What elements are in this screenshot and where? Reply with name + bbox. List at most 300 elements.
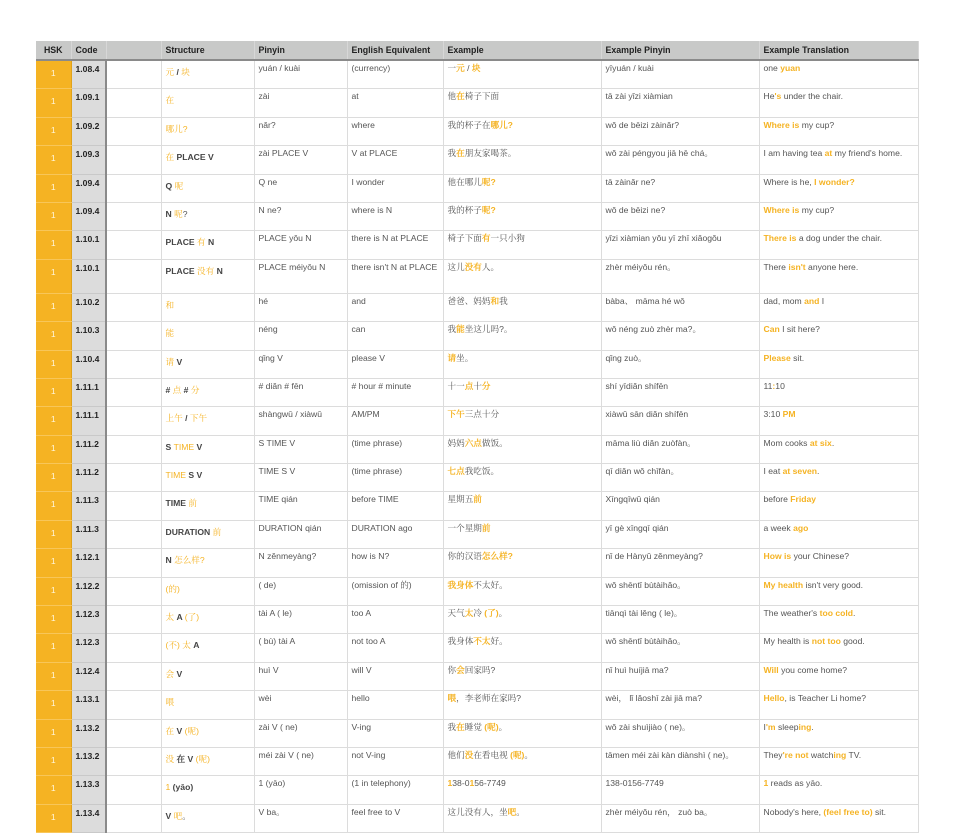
table-row (36, 492, 918, 520)
structure-cell[interactable] (161, 464, 254, 492)
english-cell[interactable]: how is N? (347, 549, 443, 577)
example-cell[interactable] (443, 662, 601, 690)
example-translation-cell[interactable] (759, 259, 918, 293)
blank-cell[interactable] (106, 662, 161, 690)
hsk-level-cell[interactable]: 1 (36, 202, 71, 230)
example-cell[interactable] (443, 174, 601, 202)
blank-cell[interactable] (106, 691, 161, 719)
example-pinyin-cell[interactable]: wǒ de bēizi zàinǎr? (601, 117, 759, 145)
structure-cell[interactable] (161, 174, 254, 202)
grammar-table (36, 41, 919, 833)
english-cell[interactable]: can (347, 322, 443, 350)
example-pinyin-cell[interactable]: xiàwǔ sān diǎn shífēn (601, 407, 759, 435)
blank-cell[interactable] (106, 804, 161, 832)
example-pinyin-cell[interactable]: tiānqì tài lěng ( le)。 (601, 606, 759, 634)
example-cell[interactable] (443, 606, 601, 634)
example-translation-cell[interactable] (759, 662, 918, 690)
code-cell[interactable]: 1.12.3 (71, 606, 106, 634)
code-cell[interactable]: 1.09.3 (71, 146, 106, 174)
example-cell[interactable] (443, 378, 601, 406)
english-cell[interactable]: DURATION ago (347, 520, 443, 548)
pinyin-cell[interactable]: tài A ( le) (254, 606, 347, 634)
hsk-level-cell[interactable]: 1 (36, 60, 71, 89)
structure-cell[interactable] (161, 492, 254, 520)
structure-cell[interactable] (161, 577, 254, 605)
example-cell[interactable] (443, 146, 601, 174)
blank-cell[interactable] (106, 549, 161, 577)
hsk-level-cell[interactable]: 1 (36, 464, 71, 492)
example-translation-cell[interactable] (759, 691, 918, 719)
blank-cell[interactable] (106, 520, 161, 548)
table-row (36, 407, 918, 435)
english-cell[interactable]: too A (347, 606, 443, 634)
pinyin-cell[interactable]: PLACE méiyǒu N (254, 259, 347, 293)
example-cell[interactable] (443, 776, 601, 804)
example-cell[interactable] (443, 719, 601, 747)
text-segment: 爸爸、妈妈 (447, 295, 491, 306)
structure-cell[interactable] (161, 146, 254, 174)
blank-cell[interactable] (106, 117, 161, 145)
example-cell[interactable] (443, 407, 601, 435)
header-example[interactable]: Example (443, 41, 601, 60)
example-pinyin-cell[interactable]: wǒ zài péngyou jiā hē chá。 (601, 146, 759, 174)
structure-cell[interactable] (161, 202, 254, 230)
pinyin-cell[interactable]: # diǎn # fēn (254, 378, 347, 406)
hsk-level-cell[interactable]: 1 (36, 662, 71, 690)
hsk-level-cell[interactable]: 1 (36, 776, 71, 804)
example-pinyin-cell[interactable]: māma liù diǎn zuòfàn。 (601, 435, 759, 463)
example-cell[interactable] (443, 259, 601, 293)
pinyin-cell[interactable]: néng (254, 322, 347, 350)
structure-cell[interactable] (161, 691, 254, 719)
highlighted-text: 没有 (197, 265, 215, 276)
structure-cell[interactable] (161, 634, 254, 662)
example-translation-cell[interactable] (759, 464, 918, 492)
example-cell[interactable] (443, 435, 601, 463)
example-pinyin-cell[interactable]: qī diǎn wǒ chīfàn。 (601, 464, 759, 492)
highlighted-text: 怎么样? (481, 551, 513, 562)
blank-cell[interactable] (106, 776, 161, 804)
table-row (36, 146, 918, 174)
text-segment: V (174, 725, 185, 736)
example-cell[interactable] (443, 322, 601, 350)
blank-cell[interactable] (106, 577, 161, 605)
structure-cell[interactable] (161, 231, 254, 259)
header-hsk[interactable]: HSK (36, 41, 71, 60)
pinyin-cell[interactable]: shàngwǔ / xiàwǔ (254, 407, 347, 435)
hsk-level-cell[interactable]: 1 (36, 804, 71, 832)
blank-cell[interactable] (106, 719, 161, 747)
example-cell[interactable] (443, 577, 601, 605)
english-cell[interactable]: at (347, 89, 443, 117)
example-pinyin-cell[interactable]: tā zài yǐzi xiàmian (601, 89, 759, 117)
code-cell[interactable]: 1.10.2 (71, 293, 106, 321)
example-pinyin-cell[interactable]: bàba、 māma hé wǒ (601, 293, 759, 321)
example-translation-cell[interactable] (759, 146, 918, 174)
structure-cell[interactable] (161, 662, 254, 690)
structure-cell[interactable] (161, 350, 254, 378)
code-cell[interactable]: 1.10.1 (71, 259, 106, 293)
example-translation-cell[interactable] (759, 117, 918, 145)
example-translation-cell[interactable] (759, 804, 918, 832)
example-translation-cell[interactable] (759, 606, 918, 634)
blank-cell[interactable] (106, 747, 161, 775)
pinyin-cell[interactable]: 1 (yāo) (254, 776, 347, 804)
english-cell[interactable]: V-ing (347, 719, 443, 747)
english-cell[interactable]: there is N at PLACE (347, 231, 443, 259)
text-segment: 。 (516, 806, 525, 817)
example-pinyin-cell[interactable]: wǒ néng zuò zhèr ma?。 (601, 322, 759, 350)
highlighted-text: not too (811, 636, 841, 647)
english-cell[interactable]: feel free to V (347, 804, 443, 832)
blank-cell[interactable] (106, 407, 161, 435)
hsk-level-cell[interactable]: 1 (36, 322, 71, 350)
text-segment: 。 (524, 749, 534, 760)
pinyin-cell[interactable]: hé (254, 293, 347, 321)
english-cell[interactable]: (currency) (347, 60, 443, 89)
pinyin-cell[interactable]: DURATION qián (254, 520, 347, 548)
text-segment: 一 (447, 63, 457, 73)
example-translation-cell[interactable] (759, 549, 918, 577)
example-cell[interactable] (443, 231, 601, 259)
hsk-level-cell[interactable]: 1 (36, 146, 71, 174)
code-cell[interactable]: 1.09.4 (71, 174, 106, 202)
english-cell[interactable]: hello (347, 691, 443, 719)
text-segment: sleep (775, 721, 799, 732)
blank-cell[interactable] (106, 322, 161, 350)
example-translation-cell[interactable] (759, 202, 918, 230)
blank-cell[interactable] (106, 634, 161, 662)
english-cell[interactable]: V at PLACE (347, 146, 443, 174)
example-pinyin-cell[interactable]: tā zàinǎr ne? (601, 174, 759, 202)
example-translation-cell[interactable] (759, 89, 918, 117)
example-translation-cell[interactable] (759, 231, 918, 259)
hsk-level-cell[interactable]: 1 (36, 691, 71, 719)
hsk-level-cell[interactable]: 1 (36, 577, 71, 605)
english-cell[interactable]: before TIME (347, 492, 443, 520)
code-cell[interactable]: 1.12.2 (71, 577, 106, 605)
example-cell[interactable] (443, 549, 601, 577)
header-pinyin[interactable]: Pinyin (254, 41, 347, 60)
hsk-level-cell[interactable]: 1 (36, 378, 71, 406)
table-row (36, 634, 918, 662)
pinyin-cell[interactable]: Q ne (254, 174, 347, 202)
example-cell[interactable] (443, 117, 601, 145)
text-segment: 冷 (473, 608, 485, 619)
hsk-level-cell[interactable]: 1 (36, 293, 71, 321)
header-code[interactable]: Code (71, 41, 106, 60)
header-blank[interactable] (106, 41, 161, 60)
code-cell[interactable]: 1.09.1 (71, 89, 106, 117)
english-cell[interactable]: where (347, 117, 443, 145)
pinyin-cell[interactable]: V ba。 (254, 804, 347, 832)
highlighted-text: 会 (165, 668, 175, 679)
code-cell[interactable]: 1.11.1 (71, 378, 106, 406)
example-translation-cell[interactable] (759, 350, 918, 378)
highlighted-text: (呢) (484, 721, 499, 732)
text-segment: (yāo) (170, 782, 194, 793)
example-pinyin-cell[interactable]: wǒ shēntǐ bùtàihǎo。 (601, 634, 759, 662)
table-row (36, 322, 918, 350)
example-pinyin-cell[interactable]: shí yīdiǎn shífēn (601, 378, 759, 406)
highlighted-text: 不太 (473, 636, 491, 647)
english-cell[interactable]: not too A (347, 634, 443, 662)
example-translation-cell[interactable] (759, 293, 918, 321)
highlighted-text: 's (774, 91, 782, 102)
example-pinyin-cell[interactable]: wǒ zài shuìjiào ( ne)。 (601, 719, 759, 747)
example-translation-cell[interactable] (759, 60, 918, 89)
structure-cell[interactable] (161, 259, 254, 293)
blank-cell[interactable] (106, 146, 161, 174)
blank-cell[interactable] (106, 60, 161, 89)
highlighted-text: 1 (447, 778, 453, 789)
code-cell[interactable]: 1.13.4 (71, 804, 106, 832)
hsk-level-cell[interactable]: 1 (36, 634, 71, 662)
hsk-level-cell[interactable]: 1 (36, 549, 71, 577)
pinyin-cell[interactable]: wèi (254, 691, 347, 719)
blank-cell[interactable] (106, 293, 161, 321)
structure-cell[interactable] (161, 322, 254, 350)
example-cell[interactable] (443, 492, 601, 520)
pinyin-cell[interactable]: zài (254, 89, 347, 117)
blank-cell[interactable] (106, 435, 161, 463)
structure-cell[interactable] (161, 378, 254, 406)
hsk-level-cell[interactable]: 1 (36, 520, 71, 548)
hsk-level-cell[interactable]: 1 (36, 89, 71, 117)
example-translation-cell[interactable] (759, 747, 918, 775)
blank-cell[interactable] (106, 492, 161, 520)
text-segment: 我 (447, 324, 457, 335)
english-cell[interactable]: (time phrase) (347, 435, 443, 463)
header-example-pinyin[interactable]: Example Pinyin (601, 41, 759, 60)
english-cell[interactable]: I wonder (347, 174, 443, 202)
example-translation-cell[interactable] (759, 577, 918, 605)
example-cell[interactable] (443, 691, 601, 719)
hsk-level-cell[interactable]: 1 (36, 231, 71, 259)
example-pinyin-cell[interactable]: 138-0156-7749 (601, 776, 759, 804)
pinyin-cell[interactable]: N ne? (254, 202, 347, 230)
pinyin-cell[interactable]: PLACE yǒu N (254, 231, 347, 259)
example-cell[interactable] (443, 520, 601, 548)
english-cell[interactable]: (omission of 的) (347, 577, 443, 605)
hsk-level-cell[interactable]: 1 (36, 719, 71, 747)
text-segment: S (165, 441, 174, 452)
example-cell[interactable] (443, 60, 601, 89)
hsk-level-cell[interactable]: 1 (36, 407, 71, 435)
hsk-level-cell[interactable]: 1 (36, 606, 71, 634)
hsk-level-cell[interactable]: 1 (36, 174, 71, 202)
english-cell[interactable]: # hour # minute (347, 378, 443, 406)
highlighted-text: 我身体 (447, 579, 474, 590)
english-cell[interactable]: there isn't N at PLACE (347, 259, 443, 293)
text-segment: . (811, 721, 814, 732)
structure-cell[interactable] (161, 804, 254, 832)
structure-cell[interactable] (161, 520, 254, 548)
blank-cell[interactable] (106, 89, 161, 117)
pinyin-cell[interactable]: zài V ( ne) (254, 719, 347, 747)
example-pinyin-cell[interactable]: nǐ huì huíjiā ma? (601, 662, 759, 690)
code-cell[interactable]: 1.10.4 (71, 350, 106, 378)
structure-cell[interactable] (161, 747, 254, 775)
highlighted-text: ing (833, 749, 847, 760)
english-cell[interactable]: AM/PM (347, 407, 443, 435)
example-cell[interactable] (443, 804, 601, 832)
code-cell[interactable]: 1.12.3 (71, 634, 106, 662)
example-cell[interactable] (443, 202, 601, 230)
code-cell[interactable]: 1.10.3 (71, 322, 106, 350)
structure-cell[interactable] (161, 719, 254, 747)
example-pinyin-cell[interactable]: tāmen méi zài kàn diànshì ( ne)。 (601, 747, 759, 775)
example-translation-cell[interactable] (759, 776, 918, 804)
blank-cell[interactable] (106, 174, 161, 202)
blank-cell[interactable] (106, 350, 161, 378)
english-cell[interactable]: will V (347, 662, 443, 690)
code-cell[interactable]: 1.12.4 (71, 662, 106, 690)
code-cell[interactable]: 1.13.2 (71, 747, 106, 775)
example-pinyin-cell[interactable]: zhèr méiyǒu rén， zuò ba。 (601, 804, 759, 832)
code-cell[interactable]: 1.12.1 (71, 549, 106, 577)
pinyin-cell[interactable]: N zěnmeyàng? (254, 549, 347, 577)
header-example-translation[interactable]: Example Translation (759, 41, 918, 60)
highlighted-text: 前 (212, 526, 222, 537)
example-pinyin-cell[interactable]: Xīngqīwǔ qián (601, 492, 759, 520)
structure-cell[interactable] (161, 606, 254, 634)
example-translation-cell[interactable] (759, 719, 918, 747)
example-cell[interactable] (443, 634, 601, 662)
highlighted-text: I wonder? (814, 176, 855, 187)
code-cell[interactable]: 1.11.2 (71, 435, 106, 463)
header-english-equivalent[interactable]: English Equivalent (347, 41, 443, 60)
structure-cell[interactable] (161, 293, 254, 321)
english-cell[interactable]: please V (347, 350, 443, 378)
example-translation-cell[interactable] (759, 174, 918, 202)
text-segment: 睡觉 (464, 721, 485, 732)
example-pinyin-cell[interactable]: wèi， lǐ lǎoshī zài jiā ma? (601, 691, 759, 719)
example-cell[interactable] (443, 350, 601, 378)
table-row (36, 202, 918, 230)
pinyin-cell[interactable]: zài PLACE V (254, 146, 347, 174)
example-cell[interactable] (443, 293, 601, 321)
blank-cell[interactable] (106, 231, 161, 259)
pinyin-cell[interactable]: méi zài V ( ne) (254, 747, 347, 775)
code-cell[interactable]: 1.11.3 (71, 492, 106, 520)
pinyin-cell[interactable]: S TIME V (254, 435, 347, 463)
example-translation-cell[interactable] (759, 435, 918, 463)
example-pinyin-cell[interactable]: wǒ de bēizi ne? (601, 202, 759, 230)
pinyin-cell[interactable]: yuán / kuài (254, 60, 347, 89)
example-translation-cell[interactable] (759, 520, 918, 548)
highlighted-text: TIME (165, 470, 187, 481)
text-segment: 。 (498, 721, 508, 732)
code-cell[interactable]: 1.11.2 (71, 464, 106, 492)
text-segment: 38-0 (452, 778, 470, 789)
pinyin-cell[interactable]: ( de) (254, 577, 347, 605)
hsk-level-cell[interactable]: 1 (36, 435, 71, 463)
example-cell[interactable] (443, 464, 601, 492)
highlighted-text: 下午 (189, 413, 208, 424)
hsk-level-cell[interactable]: 1 (36, 350, 71, 378)
structure-cell[interactable] (161, 117, 254, 145)
example-translation-cell[interactable] (759, 378, 918, 406)
text-segment: reads as yāo. (768, 778, 823, 789)
english-cell[interactable]: (1 in telephony) (347, 776, 443, 804)
example-translation-cell[interactable] (759, 634, 918, 662)
hsk-level-cell[interactable]: 1 (36, 492, 71, 520)
text-segment: 天气 (447, 608, 465, 619)
table-row (36, 117, 918, 145)
english-cell[interactable]: where is N (347, 202, 443, 230)
structure-cell[interactable] (161, 407, 254, 435)
highlighted-text: Will (763, 664, 779, 675)
blank-cell[interactable] (106, 378, 161, 406)
pinyin-cell[interactable]: ( bù) tài A (254, 634, 347, 662)
code-cell[interactable]: 1.11.3 (71, 520, 106, 548)
pinyin-cell[interactable]: TIME S V (254, 464, 347, 492)
code-cell[interactable]: 1.13.2 (71, 719, 106, 747)
text-segment: TIME (165, 498, 189, 509)
blank-cell[interactable] (106, 259, 161, 293)
code-cell[interactable]: 1.10.1 (71, 231, 106, 259)
pinyin-cell[interactable]: nǎr? (254, 117, 347, 145)
blank-cell[interactable] (106, 464, 161, 492)
code-cell[interactable]: 1.13.3 (71, 776, 106, 804)
structure-cell[interactable] (161, 89, 254, 117)
example-pinyin-cell[interactable]: nǐ de Hànyǔ zěnmeyàng? (601, 549, 759, 577)
highlighted-text: 没 (464, 749, 474, 760)
pinyin-cell[interactable]: TIME qián (254, 492, 347, 520)
hsk-level-cell[interactable]: 1 (36, 117, 71, 145)
example-pinyin-cell[interactable]: wǒ shēntǐ bùtàihǎo。 (601, 577, 759, 605)
example-pinyin-cell[interactable]: yī gè xīngqī qián (601, 520, 759, 548)
example-pinyin-cell[interactable]: zhèr méiyǒu rén。 (601, 259, 759, 293)
blank-cell[interactable] (106, 202, 161, 230)
example-cell[interactable] (443, 747, 601, 775)
english-cell[interactable]: (time phrase) (347, 464, 443, 492)
example-pinyin-cell[interactable]: qǐng zuò。 (601, 350, 759, 378)
blank-cell[interactable] (106, 606, 161, 634)
code-cell[interactable]: 1.09.2 (71, 117, 106, 145)
pinyin-cell[interactable]: huì V (254, 662, 347, 690)
pinyin-cell[interactable]: qǐng V (254, 350, 347, 378)
structure-cell[interactable] (161, 435, 254, 463)
text-segment: good. (840, 636, 865, 647)
structure-cell[interactable] (161, 549, 254, 577)
highlighted-text: PM (782, 409, 796, 420)
english-cell[interactable]: not V-ing (347, 747, 443, 775)
example-cell[interactable] (443, 89, 601, 117)
english-cell[interactable]: and (347, 293, 443, 321)
example-translation-cell[interactable] (759, 492, 918, 520)
text-segment: DURATION (165, 526, 213, 537)
hsk-level-cell[interactable]: 1 (36, 259, 71, 293)
header-structure[interactable]: Structure (161, 41, 254, 60)
text-segment: 朋友家喝茶。 (464, 148, 517, 159)
example-pinyin-cell[interactable]: yīyuán / kuài (601, 60, 759, 89)
hsk-level-cell[interactable]: 1 (36, 747, 71, 775)
highlighted-text: yuan (780, 63, 801, 73)
code-cell[interactable]: 1.09.4 (71, 202, 106, 230)
example-translation-cell[interactable] (759, 322, 918, 350)
example-pinyin-cell[interactable]: yǐzi xiàmian yǒu yī zhī xiǎogǒu (601, 231, 759, 259)
code-cell[interactable]: 1.08.4 (71, 60, 106, 89)
structure-cell[interactable] (161, 60, 254, 89)
code-cell[interactable]: 1.11.1 (71, 407, 106, 435)
highlighted-text: 没 (165, 753, 175, 764)
example-translation-cell[interactable] (759, 407, 918, 435)
code-cell[interactable]: 1.13.1 (71, 691, 106, 719)
highlighted-text: isn't (788, 261, 806, 272)
structure-cell[interactable] (161, 776, 254, 804)
